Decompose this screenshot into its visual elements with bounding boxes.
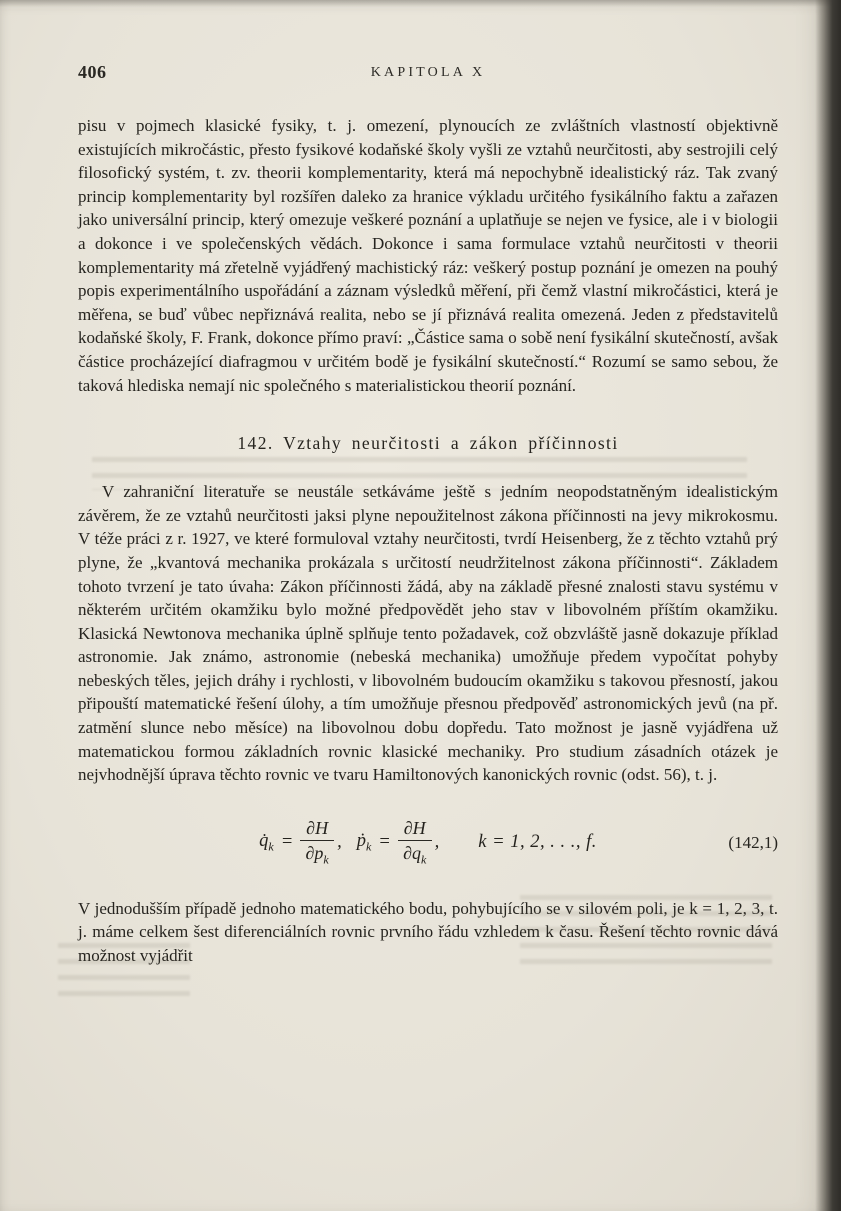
section-heading: 142. Vztahy neurčitosti a zákon příčinnosti bbox=[237, 433, 619, 454]
eq-comma: , bbox=[434, 832, 440, 853]
paragraph-1: pisu v pojmech klasické fysiky, t. j. omezení, plynoucích ze zvláštních vlastností objektivně existujících mikročástic, přesto fysikové kodaňské školy vyšli ze vztahů neurčitosti, aby sestrojili celý filosofický systém, t. zv. theorii komplementarity, která má nepochybně idealistický ráz. Tak zvaný princip komplementarity byl rozšířen daleko za hranice výkladu určitého fysikálního faktu a zařazen jako universální princip, který omezuje veškeré poznání a uplatňuje se nejen ve fysice, ale i v biologii a dokonce i ve společenských vědách. Dokonce i sama formulace vztahů neurčitosti v theorii komplementarity má zřetelně vyjádřený machistický ráz: veškerý postup poznání je omezen na pouhý popis experimentálního uspořádání a záznam výsledků měření, při čemž vlastní mikročástici, která je měřena, se buď vůbec nepřiznává realita, nebo se jí přiznává realita omezená. Jeden z představitelů kodaňské školy, F. Frank, dokonce přímo praví: „Částice sama o sobě není fysikální skutečností, avšak částice procházející diafragmou v určitém bodě je fysikální skutečností.“ Rozumí se samo sebou, že taková hlediska nemají nic společného s materialistickou theorií poznání. bbox=[78, 116, 778, 395]
eq-var-letter: ṗ bbox=[356, 831, 366, 851]
equation-number: (142,1) bbox=[728, 832, 778, 852]
paragraph-3: V jednodušším případě jednoho matematického bodu, pohybujícího se v silovém poli, je k = 1, 2, 3, t. j. máme celkem šest diferenciálních rovnic prvního řádu vzhledem k času. Řešení těchto rovnic dává možnost vyjádřit bbox=[78, 898, 778, 966]
page-number: 406 bbox=[78, 62, 107, 82]
eq-equals-sign: = bbox=[378, 832, 391, 853]
eq-numerator: ∂H bbox=[398, 818, 432, 841]
eq-var-q-dot bbox=[259, 831, 274, 855]
eq-fraction-dH-dp bbox=[300, 818, 334, 867]
eq-numerator: ∂H bbox=[300, 818, 334, 841]
eq-subscript-k: k bbox=[365, 839, 372, 854]
eq-comma: , bbox=[337, 832, 342, 853]
eq-denominator bbox=[403, 841, 426, 867]
scan-top-shadow bbox=[0, 0, 841, 7]
eq-subscript-k: k bbox=[421, 853, 427, 867]
eq-subscript-k: k bbox=[323, 853, 329, 867]
page-header bbox=[78, 62, 778, 86]
eq-denominator-main: ∂q bbox=[403, 843, 421, 864]
eq-equals-sign: = bbox=[280, 832, 294, 853]
chapter-header: KAPITOLA X bbox=[370, 65, 486, 80]
eq-subscript-k: k bbox=[268, 839, 274, 854]
eq-denominator-main: ∂p bbox=[305, 843, 324, 864]
page-edge-shadow bbox=[815, 0, 841, 1211]
eq-var-letter: q̇ bbox=[259, 831, 269, 851]
eq-index-range: k = 1, 2, . . ., f. bbox=[478, 832, 597, 853]
eq-denominator bbox=[306, 841, 329, 867]
eq-var-p-dot bbox=[357, 831, 372, 855]
paragraph-2: V zahraniční literatuře se neustále setkáváme ještě s jedním neopodstatněným idealistickým závěrem, že ze vztahů neurčitosti jaksi plyne nepoužitelnost zákona příčinnosti na jevy mikrokosmu. V téže práci z r. 1927, ve které formuloval vztahy neurčitosti, tvrdí Heisenberg, že z těchto vztahů prý plyne, že „kvantová mechanika prokázala s určitostí neudržitelnost zákona příčinnosti“. Základem tohoto tvrzení je tato úvaha: Zákon příčinnosti žádá, aby na základě přesné znalosti stavu systému v některém určitém okamžiku bylo možné předpovědět jeho stav v libovolném příštím okamžiku. Klasická Newtonova mechanika úplně splňuje tento požadavek, což obzvláště jasně dokazuje příklad astronomie. Jak známo, astronomie (nebeská mechanika) umožňuje předem vypočítat pohyby nebeských těles, jejich dráhy i rychlosti, v libovolném budoucím okamžiku s takovou přesností, jakou připouští matematické řešení úlohy, a tím umožňuje přesnou předpověď astronomických jevů (na př. zatmění slunce nebo měsíce) na libovolnou dobu dopředu. Tato možnost je jasně vyjádřena už matematickou formou základních rovnic klasické mechaniky. Pro studium zásadních otázek je nejvhodnější úprava těchto rovnic ve tvaru Hamiltonových kanonických rovnic (odst. 56), t. j. bbox=[78, 482, 778, 785]
equation-display bbox=[78, 813, 778, 873]
text-block bbox=[78, 62, 778, 968]
hamilton-canonical-equations bbox=[259, 818, 597, 867]
eq-fraction-dH-dq bbox=[398, 818, 432, 867]
